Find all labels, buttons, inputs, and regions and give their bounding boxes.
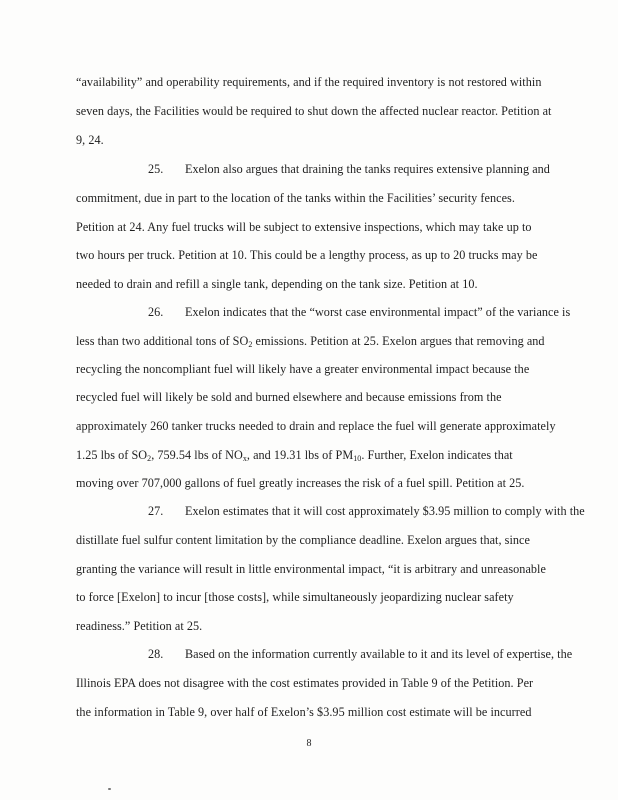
- text-line: Petition at 24. Any fuel trucks will be subject to extensive inspections, which may take up to: [76, 220, 532, 234]
- text-line: to force [Exelon] to incur [those costs], while simultaneously jeopardizing nuclear safety: [76, 590, 514, 604]
- text-line: Exelon also argues that draining the tanks requires extensive planning and: [185, 162, 550, 176]
- text-line: approximately 260 tanker trucks needed to drain and replace the fuel will generate approximately: [76, 419, 556, 433]
- paragraph-number: 28.: [148, 647, 164, 661]
- paragraph-27-first-line: [148, 504, 585, 518]
- text-segment: emissions. Petition at 25. Exelon argues that removing and: [252, 334, 545, 348]
- text-line: readiness.” Petition at 25.: [76, 619, 203, 633]
- text-line-emissions: [76, 448, 513, 462]
- paragraph-number: 26.: [148, 305, 164, 319]
- scan-speck: [108, 788, 111, 790]
- text-line: granting the variance will result in little environmental impact, “it is arbitrary and unreasonable: [76, 562, 546, 576]
- text-segment: , 759.54 lbs of NO: [151, 448, 243, 462]
- text-line: Exelon indicates that the “worst case environmental impact” of the variance is: [185, 305, 571, 319]
- text-line: Illinois EPA does not disagree with the cost estimates provided in Table 9 of the Petition. Per: [76, 676, 534, 690]
- text-line: commitment, due in part to the location of the tanks within the Facilities’ security fences.: [76, 191, 515, 205]
- text-segment: 1.25 lbs of SO: [76, 448, 148, 462]
- text-segment: less than two additional tons of SO: [76, 334, 249, 348]
- text-line: moving over 707,000 gallons of fuel greatly increases the risk of a fuel spill. Petition at 25.: [76, 476, 525, 490]
- text-line: recycling the noncompliant fuel will likely have a greater environmental impact because the: [76, 362, 530, 376]
- text-line: distillate fuel sulfur content limitation by the compliance deadline. Exelon argues that, since: [76, 533, 530, 547]
- paragraph-28-first-line: [148, 647, 572, 661]
- text-segment: . Further, Exelon indicates that: [361, 448, 513, 462]
- paragraph-26-first-line: [148, 305, 570, 319]
- text-line: recycled fuel will likely be sold and burned elsewhere and because emissions from the: [76, 390, 502, 404]
- text-line-so2: [76, 334, 545, 348]
- paragraph-number: 27.: [148, 504, 164, 518]
- text-line: 9, 24.: [76, 133, 104, 147]
- text-segment: , and 19.31 lbs of PM: [246, 448, 354, 462]
- text-line: the information in Table 9, over half of Exelon’s $3.95 million cost estimate will be incurred: [76, 705, 532, 719]
- text-line: Exelon estimates that it will cost approximately $3.95 million to comply with the: [185, 504, 585, 518]
- text-line: needed to drain and refill a single tank, depending on the tank size. Petition at 10.: [76, 277, 478, 291]
- subscript: 2: [248, 340, 253, 349]
- paragraph-25-first-line: [148, 162, 550, 176]
- paragraph-number: 25.: [148, 162, 164, 176]
- text-line: Based on the information currently available to it and its level of expertise, the: [185, 647, 573, 661]
- text-line: “availability” and operability requirements, and if the required inventory is not restored within: [76, 75, 542, 89]
- subscript: 2: [147, 454, 152, 463]
- subscript: 10: [353, 454, 362, 463]
- text-line: two hours per truck. Petition at 10. This could be a lengthy process, as up to 20 trucks may be: [76, 248, 538, 262]
- text-line: seven days, the Facilities would be required to shut down the affected nuclear reactor. Petition at: [76, 104, 552, 118]
- subscript: x: [242, 454, 247, 463]
- page-number: 8: [306, 738, 312, 749]
